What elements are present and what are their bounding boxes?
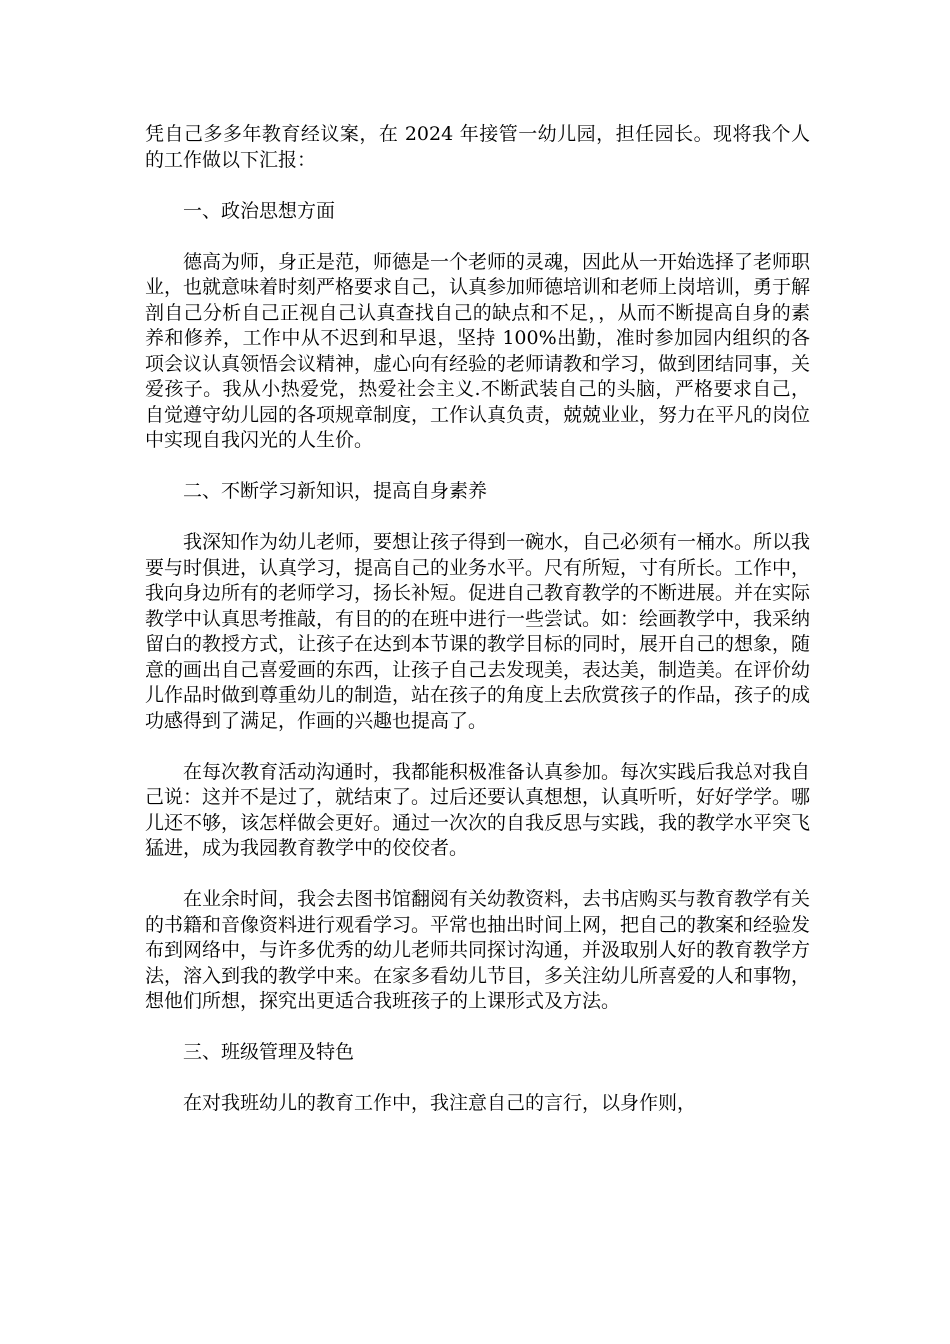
body-paragraph: 德高为师，身正是范，师德是一个老师的灵魂，因此从一开始选择了老师职业，也就意味着时刻严格要求自己，认真参加师德培训和老师上岗培训，勇于解剖自己分析自己正视自己认真查找自己的缺点和不足，，从而不断提高自身的素养和修养，工作中从不迟到和早退，坚持 100%出勤，准时参加园内组织的各项会议认真领悟会议精神，虚心向有经验的老师请教和学习，做到团结同事，关爱孩子。我从小热爱党，热爱社会主义.不断武装自己的头脑，严格要求自己，自觉遵守幼儿园的各项规章制度，工作认真负责，兢兢业业，努力在平凡的岗位中实现自我闪光的人生价。 [145,250,811,451]
section-heading-1: 一、政治思想方面 [183,199,336,222]
body-paragraph: 在业余时间，我会去图书馆翻阅有关幼教资料，去书店购买与教育教学有关的书籍和音像资料进行观看学习。平常也抽出时间上网，把自己的教案和经验发布到网络中，与许多优秀的幼儿老师共同探讨沟通，并汲取别人好的教育教学方法，溶入到我的教学中来。在家多看幼儿节目，多关注幼儿所喜爱的人和事物，想他们所想，探究出更适合我班孩子的上课形式及方法。 [145,888,811,1012]
section-heading-3: 三、班级管理及特色 [183,1041,355,1063]
body-paragraph: 我深知作为幼儿老师，要想让孩子得到一碗水，自己必须有一桶水。所以我要与时俱进，认真学习，提高自己的业务水平。尺有所短，寸有所长。工作中，我向身边所有的老师学习，扬长补短。促进自己教育教学的不断进展。并在实际教学中认真思考推敲，有目的的在班中进行一些尝试。如：绘画教学中，我采纳留白的教授方式，让孩子在达到本节课的教学目标的同时，展开自己的想象，随意的画出自己喜爱画的东西，让孩子自己去发现美，表达美，制造美。在评价幼儿作品时做到尊重幼儿的制造，站在孩子的角度上去欣赏孩子的作品，孩子的成功感得到了满足，作画的兴趣也提高了。 [145,531,811,732]
body-paragraph: 在对我班幼儿的教育工作中，我注意自己的言行，以身作则， [183,1092,697,1114]
intro-paragraph: 凭自己多多年教育经议案，在 2024 年接管一幼儿园，担任园长。现将我个人的工作做以下汇报： [145,123,810,171]
section-heading-2: 二、不断学习新知识，提高自身素养 [183,480,488,502]
body-paragraph: 在每次教育活动沟通时，我都能积极准备认真参加。每次实践后我总对我自己说：这并不是过了，就结束了。过后还要认真想想，认真听听，好好学学。哪儿还不够，该怎样做会更好。通过一次次的自我反思与实践，我的教学水平突飞猛进，成为我园教育教学中的佼佼者。 [145,760,811,859]
document-body [145,122,810,1142]
